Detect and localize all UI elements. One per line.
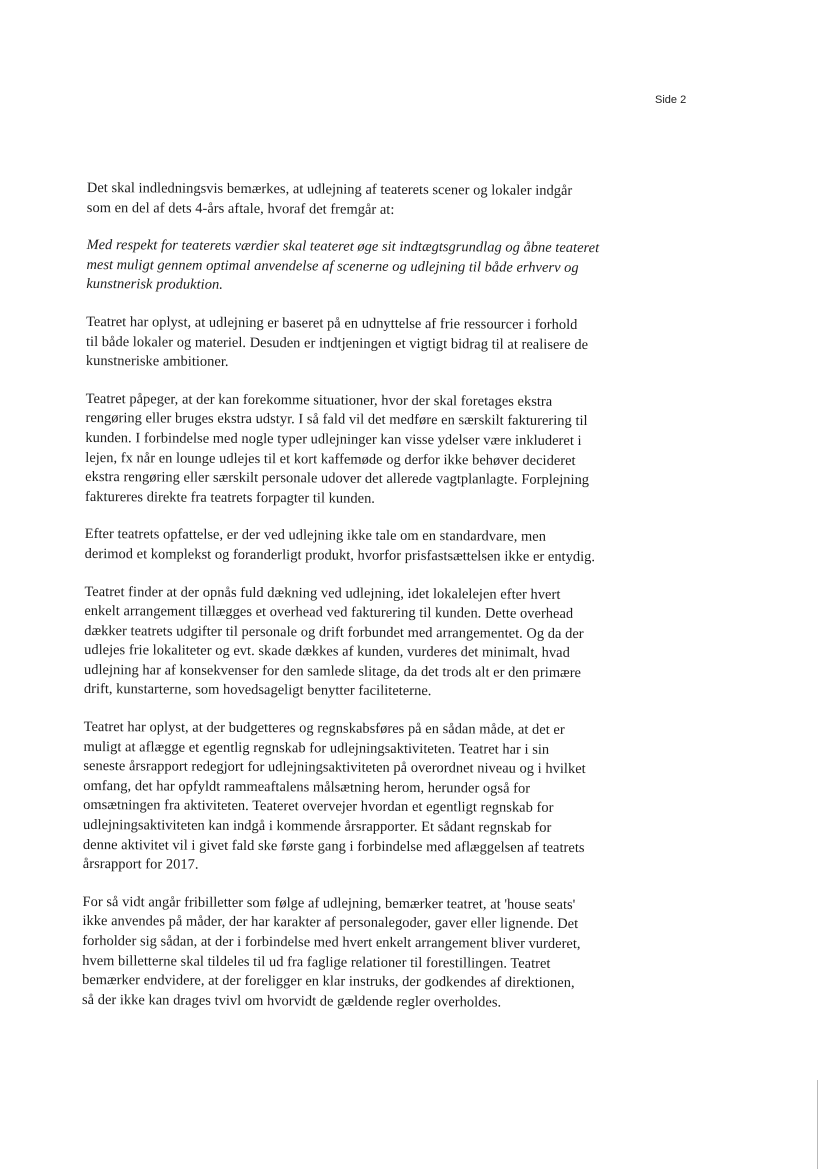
text-line: kunstnerisk produktion. — [86, 276, 223, 294]
text-line: faktureres direkte fra teatrets forpagter til kunden. — [85, 488, 376, 507]
text-line: rengøring eller bruges ekstra udstyr. I så fald vil det medføre en særskilt fakturering til — [85, 410, 588, 430]
text-line: lejen, fx når en lounge udlejes til et kort kaffemøde og derfor ikke behøver decideret — [85, 449, 576, 469]
text-line: udlejningsaktiviteten kan indgå i kommende årsrapporter. Et sådant regnskab for — [83, 817, 552, 836]
quote-paragraph — [86, 236, 661, 298]
body-paragraph — [85, 525, 660, 568]
text-line: som en del af dets 4-års aftale, hvoraf det fremgår at: — [86, 199, 395, 218]
text-line: Teatret har oplyst, at udlejning er baseret på en udnyttelse af frie ressourcer i forhold — [86, 313, 578, 333]
text-line: muligt at aflægge et egentlig regnskab for udlejningsaktiviteten. Teatret har i sin — [83, 738, 550, 758]
text-line: til både lokaler og materiel. Desuden er indtjeningen et vigtigt bidrag til at realisere de — [85, 333, 589, 353]
text-line: ikke anvendes på måder, der har karakter af personalegoder, gaver eller lignende. Det — [82, 913, 579, 933]
text-line: ekstra rengøring eller særskilt personale udover det allerede vagtplanlagte. Forplejning — [85, 469, 590, 489]
text-line: så der ikke kan drages tvivl om hvorvidt de gældende regler overholdes. — [81, 991, 502, 1011]
text-line: drift, kunstarterne, som hovedsageligt benytter faciliteterne. — [83, 681, 432, 700]
text-line: omsætningen fra aktiviteten. Teateret overvejer hvordan et egentligt regnskab for — [83, 797, 554, 817]
text-line: mest muligt gennem optimal anvendelse af scenerne og udlejning til både erhverv og — [86, 256, 579, 276]
text-line: forholder sig sådan, at der i forbindelse med hvert enkelt arrangement bliver vurderet, — [82, 932, 581, 953]
text-line: bemærker endvidere, at der foreligger en klar instruks, der godkendes af direktionen, — [82, 972, 575, 992]
text-line: udlejning har af konsekvenser for den samlede slitage, da det trods alt er den primære — [83, 661, 582, 681]
document-body — [82, 179, 662, 1032]
body-paragraph — [85, 390, 661, 511]
page-number: Side 2 — [655, 94, 687, 106]
text-line: denne aktivitet vil i givet fald ske første gang i forbindelse med aflæggelsen af teatrets — [82, 836, 585, 856]
body-paragraph — [83, 718, 659, 878]
text-line: derimod et komplekst og foranderligt produkt, hvorfor prisfastsættelsen ikke er entydig. — [84, 545, 596, 566]
text-line: kunstneriske ambitioner. — [85, 353, 229, 371]
text-line: kunden. I forbindelse med nogle typer udlejninger kan visse ydelser være inkluderet i — [85, 429, 582, 449]
text-line: Teatret finder at der opnås fuld dækning ved udlejning, idet lokalelejen efter hvert — [84, 583, 561, 603]
text-line: enkelt arrangement tillægges et overhead ved fakturering til kunden. Dette overhead — [84, 603, 574, 623]
body-paragraph — [86, 313, 661, 375]
text-line: udlejes frie lokaliteter og evt. skade dækkes af kunden, vurderes det minimalt, hvad — [84, 642, 570, 662]
body-paragraph — [87, 179, 662, 222]
text-line: omfang, det har opfyldt rammeaftalens målsætning herom, herunder også for — [83, 777, 531, 797]
text-line: dækker teatrets udgifter til personale og drift forbundet med arrangementet. Og da der — [84, 622, 584, 642]
scan-edge-line — [817, 1080, 818, 1169]
text-line: For så vidt angår fribilletter som følge af udlejning, bemærker teatret, at 'house seats' — [82, 893, 576, 913]
text-line: årsrapport for 2017. — [82, 856, 199, 873]
text-line: Efter teatrets opfattelse, er der ved udlejning ikke tale om en standardvare, men — [84, 526, 547, 546]
text-line: Teatret påpeger, at der kan forekomme situationer, hvor der skal foretages ekstra — [85, 390, 553, 410]
text-line: Med respekt for teaterets værdier skal teateret øge sit indtægtsgrundlag og åbne teateret — [86, 237, 600, 257]
body-paragraph — [84, 582, 660, 703]
text-line: Teatret har oplyst, at der budgetteres og regnskabsføres på en sådan måde, at det er — [83, 719, 565, 738]
text-line: seneste årsrapport redegjort for udlejningsaktiviteten på overordnet niveau og i hvilket — [83, 758, 586, 778]
text-line: hvem billetterne skal tildeles til ud fra faglige relationer til forestillingen. Teatret — [82, 952, 551, 972]
text-line: Det skal indledningsvis bemærkes, at udlejning af teaterets scener og lokaler indgår — [86, 179, 573, 199]
body-paragraph — [82, 893, 658, 1014]
